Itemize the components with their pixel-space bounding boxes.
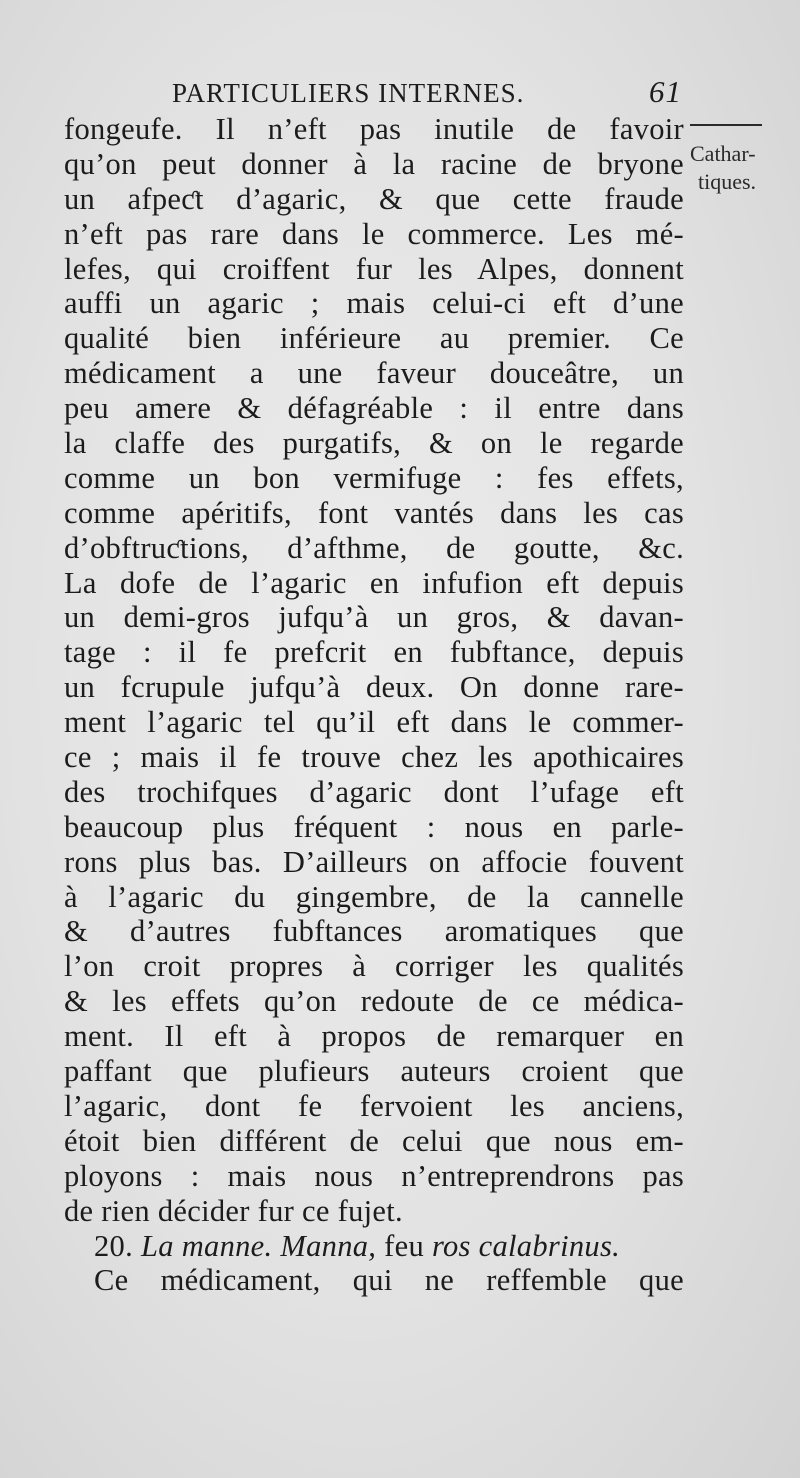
body-text: [64, 112, 684, 1298]
margin-note: [690, 124, 762, 196]
text-line: auffi un agaric ; mais celui-ci eft d’une: [64, 286, 684, 321]
text-line: lefes, qui croiffent fur les Alpes, donnent: [64, 251, 684, 286]
margin-note-line-2: tiques.: [698, 169, 757, 194]
section-seu: feu: [384, 1228, 425, 1263]
text-line: un fcrupule jufqu’à deux. On donne rare-: [64, 670, 684, 705]
text-line: la claffe des purgatifs, & on le regarde: [64, 426, 684, 461]
text-line: ployons : mais nous n’entreprendrons pas: [64, 1158, 684, 1193]
text-line: comme apéritifs, font vantés dans les cas: [64, 495, 684, 530]
text-line: peu amere & défagréable : il entre dans: [64, 391, 684, 426]
text-line: n’eft pas rare dans le commerce. Les mé-: [64, 216, 684, 251]
text-line: comme un bon vermifuge : fes effets,: [64, 460, 684, 495]
section-heading-line: [64, 1229, 684, 1264]
section-alt-name: ros calabrinus.: [431, 1228, 621, 1263]
text-line: fongeufe. Il n’eft pas inutile de favoir: [64, 112, 684, 146]
text-line: étoit bien différent de celui que nous em-: [64, 1123, 684, 1158]
text-line: d’obftruƈtions, d’afthme, de goutte, &c.: [64, 530, 684, 565]
text-line: paffant que plufieurs auteurs croient que: [64, 1054, 684, 1089]
page-number: 61: [649, 74, 682, 109]
section-title-french: La manne.: [140, 1228, 273, 1263]
margin-rule: [690, 124, 762, 126]
text-line: de rien décider fur ce fujet.: [64, 1193, 403, 1228]
text-line: ment l’agaric tel qu’il eft dans le commer-: [64, 705, 684, 740]
margin-note-line-1: Cathar-: [690, 141, 756, 166]
text-line: qualité bien inférieure au premier. Ce: [64, 321, 684, 356]
text-line: un demi-gros jufqu’à un gros, & davan-: [64, 600, 684, 635]
text-line: l’agaric, dont fe fervoient les anciens,: [64, 1088, 684, 1123]
text-line: ment. Il eft à propos de remarquer en: [64, 1019, 684, 1054]
text-line: & d’autres fubftances aromatiques que: [64, 914, 684, 949]
page-header: [172, 74, 682, 114]
running-title: PARTICULIERS INTERNES.: [172, 78, 525, 108]
text-line: médicament a une faveur douceâtre, un: [64, 356, 684, 391]
text-line: des trochifques d’agaric dont l’ufage eft: [64, 774, 684, 809]
text-line: l’on croit propres à corriger les qualités: [64, 949, 684, 984]
text-line: ce ; mais il fe trouve chez les apothicaires: [64, 740, 684, 775]
text-line: & les effets qu’on redoute de ce médica-: [64, 984, 684, 1019]
text-line: à l’agaric du gingembre, de la cannelle: [64, 879, 684, 914]
text-line: Ce médicament, qui ne reffemble que: [94, 1263, 684, 1298]
text-line: rons plus bas. D’ailleurs on affocie fouvent: [64, 844, 684, 879]
text-line: La dofe de l’agaric en infufion eft depuis: [64, 565, 684, 600]
text-line: beaucoup plus fréquent : nous en parle-: [64, 809, 684, 844]
text-line: tage : il fe prefcrit en fubftance, depuis: [64, 635, 684, 670]
text-line: un afpeƈt d’agaric, & que cette fraude: [64, 181, 684, 216]
text-line: qu’on peut donner à la racine de bryone: [64, 146, 684, 181]
section-number: 20.: [94, 1228, 134, 1263]
section-title-latin: Manna,: [280, 1228, 377, 1263]
